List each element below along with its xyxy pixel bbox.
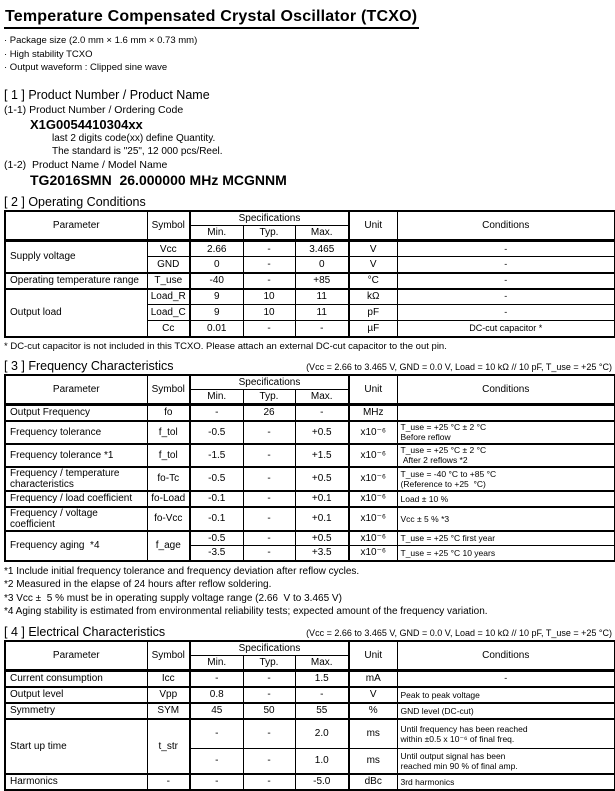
col-header-min: Min. bbox=[190, 390, 243, 405]
condition-line: reached min 90 % of final amp. bbox=[400, 760, 518, 771]
unit-cell: x10⁻⁶ bbox=[349, 444, 397, 467]
min-cell: - bbox=[190, 719, 243, 749]
param-output-load: Output load bbox=[5, 289, 147, 337]
section4-condition-note: (Vcc = 2.66 to 3.465 V, GND = 0.0 V, Load = 10 kΩ // 10 pF, T_use = +25 °C) bbox=[306, 627, 612, 638]
feature-package-size: · Package size (2.0 mm × 1.6 mm × 0.73 mm) bbox=[4, 35, 198, 46]
condition-line: T_use = +25 °C ± 2 °C bbox=[400, 445, 487, 455]
param-current-consumption: Current consumption bbox=[5, 671, 147, 687]
typ-cell: - bbox=[243, 421, 295, 444]
typ-cell: 10 bbox=[243, 289, 295, 305]
typ-cell: - bbox=[243, 257, 295, 273]
conditions-cell: T_use = +25 °C 10 years bbox=[397, 546, 615, 561]
conditions-cell bbox=[397, 421, 615, 444]
conditions-cell: - bbox=[397, 305, 615, 321]
typ-cell: - bbox=[243, 507, 295, 531]
symbol-cell: T_use bbox=[147, 273, 190, 289]
min-cell: 45 bbox=[190, 703, 243, 719]
table-row bbox=[5, 774, 615, 790]
table4-header bbox=[5, 641, 615, 671]
max-cell: +3.5 bbox=[295, 546, 349, 561]
min-cell: 0.8 bbox=[190, 687, 243, 703]
col-header-conditions: Conditions bbox=[397, 211, 615, 241]
sub-label-1-2: (1-2) Product Name / Model Name bbox=[4, 158, 168, 171]
conditions-cell: T_use = +25 °C first year bbox=[397, 531, 615, 546]
symbol-cell: Vcc bbox=[147, 241, 190, 257]
table-row bbox=[5, 671, 615, 687]
typ-cell: 50 bbox=[243, 703, 295, 719]
max-cell: +85 bbox=[295, 273, 349, 289]
feature-list bbox=[4, 34, 613, 75]
unit-cell: V bbox=[349, 257, 397, 273]
operating-conditions-table bbox=[4, 210, 615, 338]
unit-cell: x10⁻⁶ bbox=[349, 546, 397, 561]
max-cell: 11 bbox=[295, 289, 349, 305]
section4-heading: [ 4 ] Electrical Characteristics bbox=[4, 624, 166, 639]
min-cell: -0.5 bbox=[190, 531, 243, 546]
param-frequency-load: Frequency / load coefficient bbox=[5, 491, 147, 507]
col-header-specifications: Specifications bbox=[190, 211, 349, 226]
unit-cell: ms bbox=[349, 719, 397, 749]
col-header-max: Max. bbox=[295, 656, 349, 671]
unit-cell: x10⁻⁶ bbox=[349, 491, 397, 507]
typ-cell: - bbox=[243, 671, 295, 687]
max-cell: +0.1 bbox=[295, 507, 349, 531]
table-row bbox=[5, 703, 615, 719]
symbol-cell: f_age bbox=[147, 531, 190, 561]
typ-cell: - bbox=[243, 321, 295, 337]
section2-heading: [ 2 ] Operating Conditions bbox=[4, 194, 146, 209]
symbol-cell: GND bbox=[147, 257, 190, 273]
max-cell: 0 bbox=[295, 257, 349, 273]
conditions-cell: - bbox=[397, 241, 615, 257]
conditions-cell: Vcc ± 5 % *3 bbox=[397, 507, 615, 531]
min-cell: -0.5 bbox=[190, 467, 243, 491]
min-cell: 2.66 bbox=[190, 241, 243, 257]
max-cell: 1.0 bbox=[295, 749, 349, 774]
symbol-cell: fo-Tc bbox=[147, 467, 190, 491]
min-cell: - bbox=[190, 749, 243, 774]
max-cell: +0.1 bbox=[295, 491, 349, 507]
ordering-code: X1G0054410304xx bbox=[30, 116, 143, 132]
symbol-cell: Icc bbox=[147, 671, 190, 687]
conditions-cell: 3rd harmonics bbox=[397, 774, 615, 790]
conditions-cell: - bbox=[397, 273, 615, 289]
typ-cell: - bbox=[243, 444, 295, 467]
param-operating-temperature: Operating temperature range bbox=[5, 273, 147, 289]
feature-high-stability: · High stability TCXO bbox=[4, 48, 93, 60]
footnote-1: *1 Include initial frequency tolerance and frequency deviation after reflow cycles. bbox=[4, 565, 360, 577]
min-cell: 0 bbox=[190, 257, 243, 273]
min-cell: - bbox=[190, 774, 243, 790]
section1 bbox=[4, 88, 613, 189]
min-cell: - bbox=[190, 671, 243, 687]
max-cell: +0.5 bbox=[295, 467, 349, 491]
table-row bbox=[5, 491, 615, 507]
min-cell: - bbox=[190, 405, 243, 421]
min-cell: -3.5 bbox=[190, 546, 243, 561]
symbol-cell: Vpp bbox=[147, 687, 190, 703]
table-row bbox=[5, 289, 615, 305]
param-frequency-tolerance: Frequency tolerance bbox=[5, 421, 147, 444]
unit-cell: V bbox=[349, 241, 397, 257]
electrical-characteristics-table bbox=[4, 640, 615, 791]
typ-cell: - bbox=[243, 273, 295, 289]
col-header-unit: Unit bbox=[349, 375, 397, 405]
table-row bbox=[5, 467, 615, 491]
max-cell: 1.5 bbox=[295, 671, 349, 687]
table-row bbox=[5, 273, 615, 289]
max-cell: 3.465 bbox=[295, 241, 349, 257]
conditions-cell: - bbox=[397, 289, 615, 305]
max-cell: - bbox=[295, 405, 349, 421]
conditions-cell: Peak to peak voltage bbox=[397, 687, 615, 703]
unit-cell: x10⁻⁶ bbox=[349, 421, 397, 444]
param-frequency-temperature: Frequency / temperature characteristics bbox=[5, 467, 147, 491]
symbol-cell: f_tol bbox=[147, 444, 190, 467]
condition-line: Until frequency has been reached bbox=[400, 723, 528, 734]
conditions-cell: - bbox=[397, 257, 615, 273]
col-header-typ: Typ. bbox=[243, 226, 295, 241]
max-cell: 55 bbox=[295, 703, 349, 719]
max-cell: - bbox=[295, 687, 349, 703]
footnote-3: *3 Vcc ± 5 % must be in operating supply voltage range (2.66 V to 3.465 V) bbox=[4, 592, 342, 604]
min-cell: -0.1 bbox=[190, 507, 243, 531]
param-frequency-voltage: Frequency / voltage coefficient bbox=[5, 507, 147, 531]
typ-cell: - bbox=[243, 749, 295, 774]
typ-cell: - bbox=[243, 719, 295, 749]
ordering-note-2: The standard is "25", 12 000 pcs/Reel. bbox=[52, 145, 223, 157]
conditions-cell: - bbox=[397, 671, 615, 687]
unit-cell: x10⁻⁶ bbox=[349, 531, 397, 546]
conditions-cell bbox=[397, 749, 615, 774]
max-cell: +0.5 bbox=[295, 421, 349, 444]
typ-cell: - bbox=[243, 467, 295, 491]
param-output-level: Output level bbox=[5, 687, 147, 703]
min-cell: -40 bbox=[190, 273, 243, 289]
conditions-cell: DC-cut capacitor * bbox=[397, 321, 615, 337]
model-name: TG2016SMN 26.000000 MHz MCGNNM bbox=[30, 171, 287, 188]
condition-line: Until output signal has been bbox=[400, 750, 506, 761]
condition-line: within ±0.5 x 10⁻⁶ of final freq. bbox=[400, 733, 515, 744]
col-header-typ: Typ. bbox=[243, 656, 295, 671]
unit-cell: mA bbox=[349, 671, 397, 687]
symbol-cell: Load_R bbox=[147, 289, 190, 305]
section3-heading: [ 3 ] Frequency Characteristics bbox=[4, 358, 174, 373]
symbol-cell: fo bbox=[147, 405, 190, 421]
unit-cell: x10⁻⁶ bbox=[349, 467, 397, 491]
table-row bbox=[5, 421, 615, 444]
dc-cut-footnote: * DC-cut capacitor is not included in this TCXO. Please attach an external DC-cut capacitor to the out pin. bbox=[4, 340, 447, 352]
typ-cell: - bbox=[243, 687, 295, 703]
section4-heading-row bbox=[4, 625, 614, 640]
symbol-cell: Cc bbox=[147, 321, 190, 337]
col-header-unit: Unit bbox=[349, 211, 397, 241]
min-cell: -0.5 bbox=[190, 421, 243, 444]
typ-cell: - bbox=[243, 531, 295, 546]
unit-cell: % bbox=[349, 703, 397, 719]
min-cell: 9 bbox=[190, 289, 243, 305]
typ-cell: 10 bbox=[243, 305, 295, 321]
section1-heading: [ 1 ] Product Number / Product Name bbox=[4, 87, 210, 102]
table-row bbox=[5, 241, 615, 257]
table3-header bbox=[5, 375, 615, 405]
unit-cell: kΩ bbox=[349, 289, 397, 305]
typ-cell: - bbox=[243, 491, 295, 507]
min-cell: -0.1 bbox=[190, 491, 243, 507]
param-start-up-time: Start up time bbox=[5, 719, 147, 774]
col-header-symbol: Symbol bbox=[147, 211, 190, 241]
table-row bbox=[5, 444, 615, 467]
typ-cell: - bbox=[243, 774, 295, 790]
conditions-cell bbox=[397, 405, 615, 421]
min-cell: -1.5 bbox=[190, 444, 243, 467]
table-row bbox=[5, 405, 615, 421]
condition-line: (Reference to +25 °C) bbox=[400, 478, 486, 489]
typ-cell: - bbox=[243, 546, 295, 561]
sub-label-1-1: (1-1) Product Number / Ordering Code bbox=[4, 103, 184, 116]
ordering-note-1: last 2 digits code(xx) define Quantity. bbox=[52, 132, 216, 144]
section2-heading-row bbox=[4, 195, 614, 210]
unit-cell: µF bbox=[349, 321, 397, 337]
param-harmonics: Harmonics bbox=[5, 774, 147, 790]
col-header-parameter: Parameter bbox=[5, 375, 147, 405]
symbol-cell: SYM bbox=[147, 703, 190, 719]
table-row bbox=[5, 507, 615, 531]
conditions-cell bbox=[397, 719, 615, 749]
typ-cell: 26 bbox=[243, 405, 295, 421]
col-header-specifications: Specifications bbox=[190, 641, 349, 656]
conditions-cell bbox=[397, 444, 615, 467]
frequency-characteristics-table bbox=[4, 374, 615, 562]
col-header-conditions: Conditions bbox=[397, 641, 615, 671]
footnote-2: *2 Measured in the elapse of 24 hours after reflow soldering. bbox=[4, 579, 272, 590]
max-cell: -5.0 bbox=[295, 774, 349, 790]
symbol-cell: fo-Load bbox=[147, 491, 190, 507]
col-header-parameter: Parameter bbox=[5, 641, 147, 671]
section3-footnotes bbox=[4, 565, 613, 619]
col-header-specifications: Specifications bbox=[190, 375, 349, 390]
condition-line: T_use = -40 °C to +85 °C bbox=[400, 468, 497, 479]
symbol-cell: t_str bbox=[147, 719, 190, 774]
max-cell: 2.0 bbox=[295, 719, 349, 749]
unit-cell: °C bbox=[349, 273, 397, 289]
symbol-cell: f_tol bbox=[147, 421, 190, 444]
col-header-parameter: Parameter bbox=[5, 211, 147, 241]
section3-heading-row bbox=[4, 359, 614, 374]
typ-cell: - bbox=[243, 241, 295, 257]
condition-line: Before reflow bbox=[400, 432, 451, 442]
col-header-typ: Typ. bbox=[243, 390, 295, 405]
condition-line: After 2 reflows *2 bbox=[400, 455, 468, 465]
col-header-symbol: Symbol bbox=[147, 375, 190, 405]
min-cell: 0.01 bbox=[190, 321, 243, 337]
param-output-frequency: Output Frequency bbox=[5, 405, 147, 421]
table-row bbox=[5, 687, 615, 703]
unit-cell: MHz bbox=[349, 405, 397, 421]
section3-condition-note: (Vcc = 2.66 to 3.465 V, GND = 0.0 V, Load = 10 kΩ // 10 pF, T_use = +25 °C) bbox=[306, 361, 612, 372]
param-symmetry: Symmetry bbox=[5, 703, 147, 719]
param-frequency-aging: Frequency aging *4 bbox=[5, 531, 147, 561]
condition-line: T_use = +25 °C ± 2 °C bbox=[400, 422, 487, 432]
unit-cell: dBc bbox=[349, 774, 397, 790]
col-header-symbol: Symbol bbox=[147, 641, 190, 671]
table2-header bbox=[5, 211, 615, 241]
table-row bbox=[5, 719, 615, 749]
symbol-cell: - bbox=[147, 774, 190, 790]
param-frequency-tolerance-1: Frequency tolerance *1 bbox=[5, 444, 147, 467]
unit-cell: x10⁻⁶ bbox=[349, 507, 397, 531]
symbol-cell: fo-Vcc bbox=[147, 507, 190, 531]
table-row bbox=[5, 531, 615, 546]
symbol-cell: Load_C bbox=[147, 305, 190, 321]
max-cell: - bbox=[295, 321, 349, 337]
max-cell: +0.5 bbox=[295, 531, 349, 546]
col-header-min: Min. bbox=[190, 656, 243, 671]
col-header-conditions: Conditions bbox=[397, 375, 615, 405]
conditions-cell: Load ± 10 % bbox=[397, 491, 615, 507]
col-header-min: Min. bbox=[190, 226, 243, 241]
min-cell: 9 bbox=[190, 305, 243, 321]
page-title: Temperature Compensated Crystal Oscillator (TCXO) bbox=[4, 8, 419, 29]
conditions-cell bbox=[397, 467, 615, 491]
param-supply-voltage: Supply voltage bbox=[5, 241, 147, 273]
footnote-4: *4 Aging stability is estimated from environmental reliability tests; expected amount of the frequency variation. bbox=[4, 606, 488, 617]
unit-cell: ms bbox=[349, 749, 397, 774]
conditions-cell: GND level (DC-cut) bbox=[397, 703, 615, 719]
max-cell: 11 bbox=[295, 305, 349, 321]
unit-cell: pF bbox=[349, 305, 397, 321]
feature-output-waveform: · Output waveform : Clipped sine wave bbox=[4, 62, 168, 73]
unit-cell: V bbox=[349, 687, 397, 703]
col-header-max: Max. bbox=[295, 226, 349, 241]
max-cell: +1.5 bbox=[295, 444, 349, 467]
col-header-unit: Unit bbox=[349, 641, 397, 671]
col-header-max: Max. bbox=[295, 390, 349, 405]
